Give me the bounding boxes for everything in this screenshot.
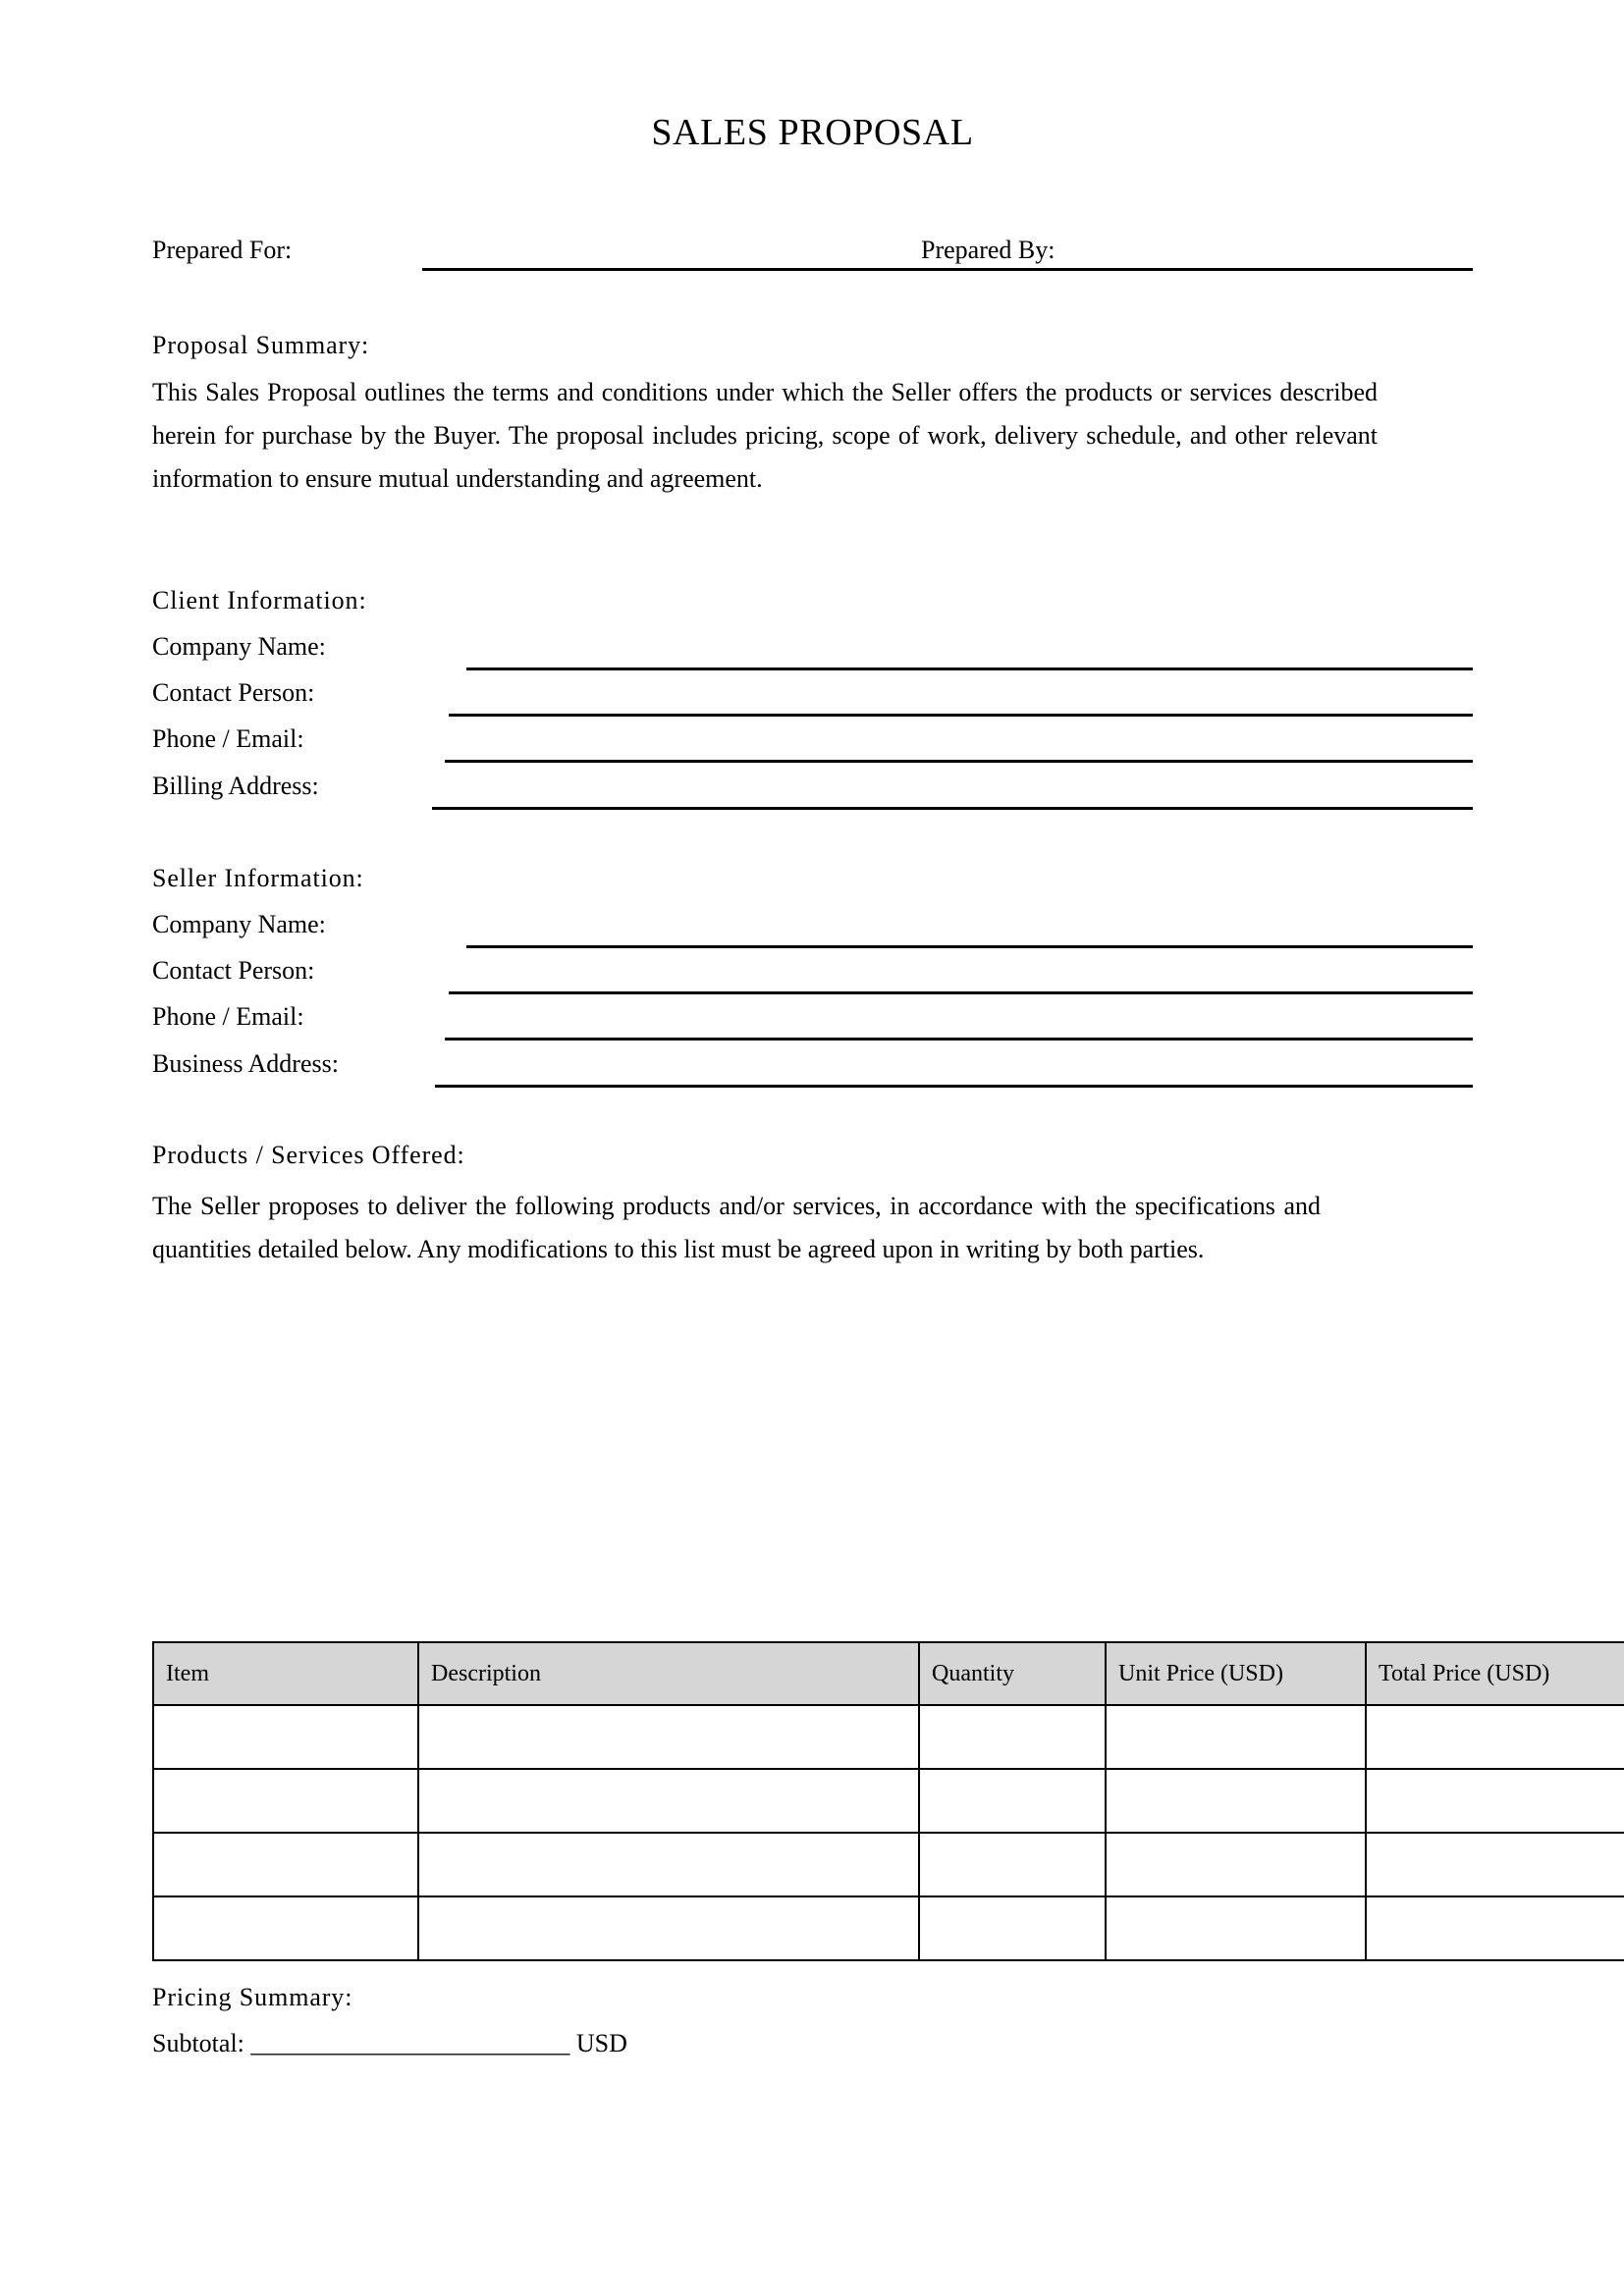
cell-description[interactable]: [418, 1833, 919, 1896]
column-header-total-price: Total Price (USD): [1366, 1642, 1624, 1705]
client-contact-person-input[interactable]: [449, 714, 1473, 717]
subtotal-row: [152, 2027, 627, 2060]
items-table-body: [153, 1705, 1624, 1960]
column-header-item: Item: [153, 1642, 418, 1705]
subtotal-input-blank[interactable]: _________________________: [250, 2029, 570, 2057]
client-company-name-row: [152, 630, 1473, 675]
cell-total-price[interactable]: [1366, 1769, 1624, 1833]
subtotal-label: Subtotal:: [152, 2029, 244, 2057]
seller-company-name-row: [152, 908, 1473, 953]
client-phone-email-label: Phone / Email:: [152, 724, 304, 753]
column-header-description: Description: [418, 1642, 919, 1705]
subtotal-currency: USD: [575, 2029, 627, 2057]
table-row: [153, 1896, 1624, 1960]
client-phone-email-row: [152, 722, 1473, 768]
client-billing-address-label: Billing Address:: [152, 772, 319, 800]
seller-business-address-label: Business Address:: [152, 1049, 339, 1078]
seller-phone-email-row: [152, 1000, 1473, 1045]
cell-quantity[interactable]: [919, 1833, 1106, 1896]
column-header-unit-price: Unit Price (USD): [1106, 1642, 1366, 1705]
cell-total-price[interactable]: [1366, 1896, 1624, 1960]
prepared-fill-rule[interactable]: [422, 268, 1473, 271]
prepared-by-label: Prepared By:: [921, 236, 1056, 264]
column-header-quantity: Quantity: [919, 1642, 1106, 1705]
cell-total-price[interactable]: [1366, 1705, 1624, 1769]
cell-quantity[interactable]: [919, 1705, 1106, 1769]
products-services-heading: Products / Services Offered:: [152, 1141, 465, 1169]
table-row: [153, 1769, 1624, 1833]
items-table-head: [153, 1642, 1624, 1705]
cell-item[interactable]: [153, 1833, 418, 1896]
cell-description[interactable]: [418, 1705, 919, 1769]
proposal-summary-heading: Proposal Summary:: [152, 331, 370, 359]
seller-information-heading: Seller Information:: [152, 864, 364, 892]
cell-item[interactable]: [153, 1705, 418, 1769]
table-row: [153, 1705, 1624, 1769]
items-table-header-row: [153, 1642, 1624, 1705]
prepared-for-label: Prepared For:: [152, 236, 293, 264]
cell-item[interactable]: [153, 1769, 418, 1833]
seller-contact-person-label: Contact Person:: [152, 956, 315, 985]
seller-phone-email-label: Phone / Email:: [152, 1002, 304, 1031]
client-contact-person-row: [152, 676, 1473, 721]
client-phone-email-input[interactable]: [445, 760, 1473, 763]
page-title: SALES PROPOSAL: [651, 112, 974, 153]
cell-description[interactable]: [418, 1769, 919, 1833]
client-contact-person-label: Contact Person:: [152, 678, 315, 707]
seller-company-name-input[interactable]: [466, 945, 1473, 948]
client-information-heading: Client Information:: [152, 586, 367, 614]
pricing-summary-heading: Pricing Summary:: [152, 1983, 353, 2011]
cell-quantity[interactable]: [919, 1769, 1106, 1833]
cell-description[interactable]: [418, 1896, 919, 1960]
seller-phone-email-input[interactable]: [445, 1038, 1473, 1041]
seller-business-address-row: [152, 1047, 1473, 1093]
seller-contact-person-row: [152, 954, 1473, 999]
client-billing-address-row: [152, 770, 1473, 815]
cell-unit-price[interactable]: [1106, 1769, 1366, 1833]
prepared-row: [152, 234, 1473, 277]
client-company-name-label: Company Name:: [152, 632, 326, 661]
seller-contact-person-input[interactable]: [449, 991, 1473, 994]
cell-item[interactable]: [153, 1896, 418, 1960]
cell-unit-price[interactable]: [1106, 1705, 1366, 1769]
client-company-name-input[interactable]: [466, 667, 1473, 670]
client-billing-address-input[interactable]: [432, 807, 1473, 810]
cell-total-price[interactable]: [1366, 1833, 1624, 1896]
items-table: [152, 1641, 1624, 1961]
cell-quantity[interactable]: [919, 1896, 1106, 1960]
cell-unit-price[interactable]: [1106, 1896, 1366, 1960]
seller-business-address-input[interactable]: [435, 1085, 1473, 1088]
seller-company-name-label: Company Name:: [152, 910, 326, 938]
proposal-summary-text: This Sales Proposal outlines the terms and conditions under which the Seller offers the products or services described herein for purchase by the Buyer. The proposal includes pricing, scope of work, delivery schedule, and other relevant information to ensure mutual understanding and agreement.: [152, 378, 1378, 493]
items-table-container: [152, 1641, 1624, 1961]
products-services-text: The Seller proposes to deliver the following products and/or services, in accordance with the specifications and quantities detailed below. Any modifications to this list must be agreed upon in writing by both parties.: [152, 1192, 1321, 1263]
cell-unit-price[interactable]: [1106, 1833, 1366, 1896]
table-row: [153, 1833, 1624, 1896]
